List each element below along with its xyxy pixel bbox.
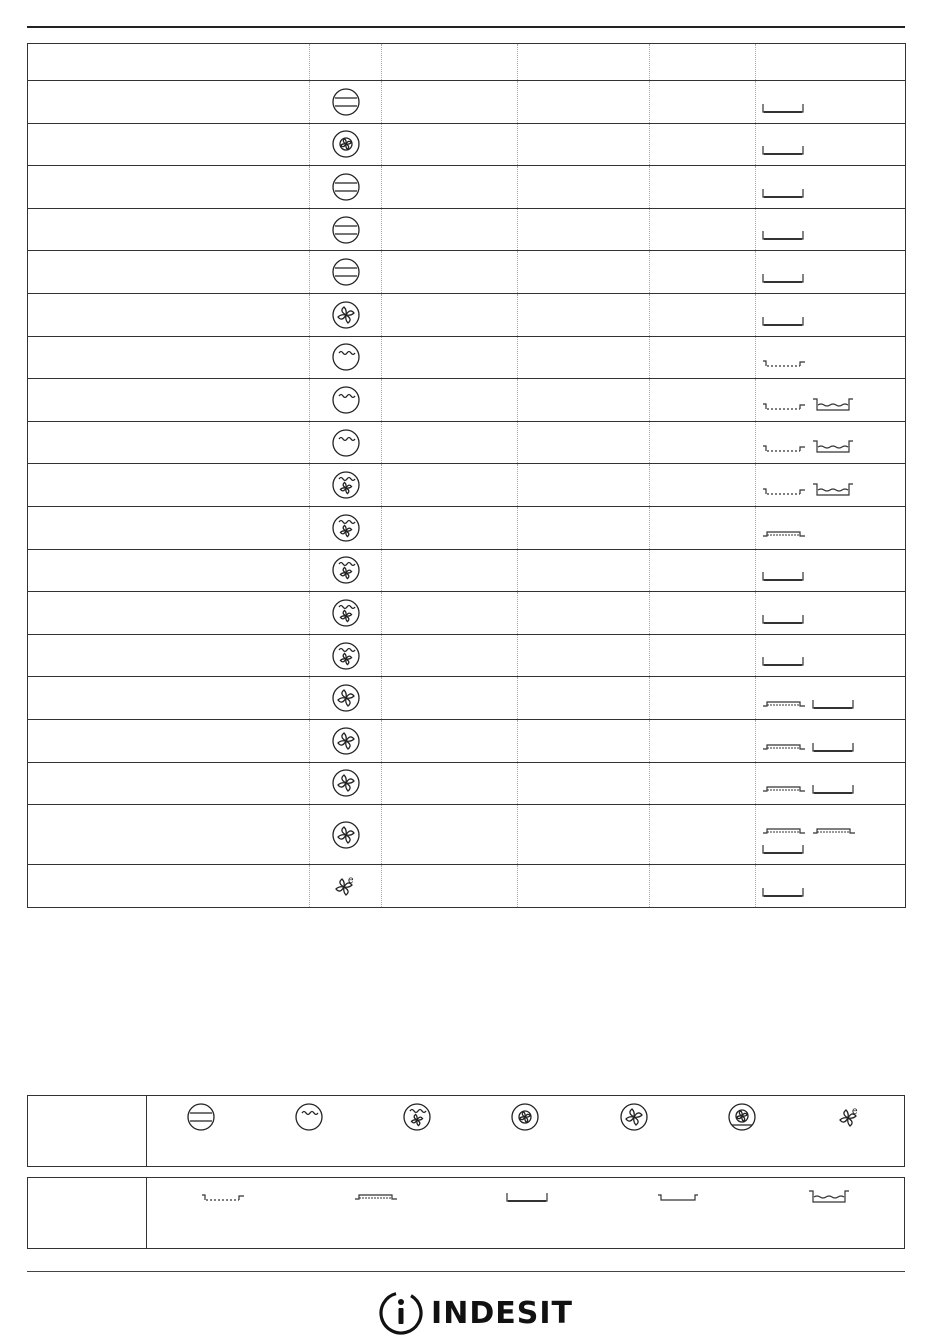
recipe-cell [28, 166, 310, 209]
wire-shelf-icon [762, 824, 806, 842]
duration-cell [650, 421, 756, 464]
accessories-cell [756, 549, 906, 592]
temperature-cell [518, 719, 650, 762]
function-cell [310, 805, 382, 865]
function-cell [310, 549, 382, 592]
temperature-cell [518, 805, 650, 865]
function-cell [310, 865, 382, 908]
recipe-cell [28, 805, 310, 865]
function-cell [310, 677, 382, 720]
function-cell [310, 208, 382, 251]
wire-shelf-icon [762, 782, 806, 800]
accessories-cell [756, 762, 906, 805]
recipe-cell [28, 123, 310, 166]
function-cell [310, 634, 382, 677]
tray-icon [762, 186, 804, 204]
legend-static-icon [186, 1102, 216, 1137]
fan-icon [310, 768, 381, 798]
tray-icon [762, 143, 804, 161]
temperature-cell [518, 166, 650, 209]
function-cell [310, 293, 382, 336]
temperature-cell [518, 81, 650, 124]
accessories-cell [756, 634, 906, 677]
static-icon [310, 87, 381, 117]
legend-tray-icon [506, 1190, 548, 1208]
table-row [28, 123, 906, 166]
table-row [28, 336, 906, 379]
table-row [28, 634, 906, 677]
preheat-cell [382, 208, 518, 251]
fan-icon [310, 300, 381, 330]
fan-icon [310, 820, 381, 850]
tray-icon [762, 314, 804, 332]
temperature-cell [518, 421, 650, 464]
brand-logo [0, 1288, 950, 1338]
accessory-legend [27, 1177, 905, 1249]
recipe-cell [28, 719, 310, 762]
duration-cell [650, 719, 756, 762]
accessories-cell [756, 293, 906, 336]
accessories-cell [756, 166, 906, 209]
drip-tray-icon [812, 483, 854, 502]
function-cell [310, 592, 382, 635]
accessories-cell [756, 336, 906, 379]
temperature-cell [518, 208, 650, 251]
table-row [28, 549, 906, 592]
wire-shelf-icon [812, 824, 856, 842]
accessories-cell [756, 123, 906, 166]
legend-eco-fan-icon [835, 1102, 865, 1137]
legend-grill-icon [294, 1102, 324, 1137]
temperature-cell [518, 379, 650, 422]
grill-icon [310, 342, 381, 372]
bottom-rule [27, 1271, 905, 1272]
temperature-cell [518, 336, 650, 379]
recipe-cell [28, 81, 310, 124]
legend-fan-disc-icon [727, 1102, 757, 1137]
legend-fan-grill-disc-icon [510, 1102, 540, 1137]
legend-drip-tray-icon [808, 1190, 850, 1209]
static-icon [310, 172, 381, 202]
wire-shelf-icon [762, 740, 806, 758]
recipe-cell [28, 634, 310, 677]
accessories-cell [756, 506, 906, 549]
recipe-cell [28, 592, 310, 635]
table-row [28, 677, 906, 720]
wire-shelf-icon [762, 697, 806, 715]
preheat-cell [382, 293, 518, 336]
temperature-cell [518, 865, 650, 908]
table-row [28, 464, 906, 507]
legend-wire-shelf-icon [354, 1190, 398, 1208]
tray-icon [762, 271, 804, 289]
accessories-cell [756, 464, 906, 507]
table-row [28, 379, 906, 422]
preheat-cell [382, 81, 518, 124]
duration-cell [650, 464, 756, 507]
grill-rack-icon [762, 441, 806, 459]
temperature-cell [518, 634, 650, 677]
accessory-legend-label [28, 1178, 147, 1248]
recipe-cell [28, 293, 310, 336]
accessories-cell [756, 208, 906, 251]
recipe-cell [28, 506, 310, 549]
function-cell [310, 251, 382, 294]
table-row [28, 719, 906, 762]
accessories-cell [756, 719, 906, 762]
grill-rack-icon [762, 356, 806, 374]
preheat-cell [382, 762, 518, 805]
duration-cell [650, 506, 756, 549]
accessories-cell [756, 677, 906, 720]
duration-cell [650, 81, 756, 124]
temperature-cell [518, 677, 650, 720]
preheat-cell [382, 677, 518, 720]
accessories-cell [756, 592, 906, 635]
duration-cell [650, 677, 756, 720]
duration-cell [650, 251, 756, 294]
accessories-cell [756, 81, 906, 124]
table-row [28, 805, 906, 865]
table-row [28, 166, 906, 209]
duration-cell [650, 123, 756, 166]
duration-cell [650, 592, 756, 635]
preheat-cell [382, 166, 518, 209]
fan-icon [310, 726, 381, 756]
fan-icon [310, 683, 381, 713]
static-icon [310, 257, 381, 287]
duration-cell [650, 805, 756, 865]
temperature-cell [518, 123, 650, 166]
preheat-cell [382, 592, 518, 635]
table-row [28, 592, 906, 635]
tray-icon [812, 697, 854, 715]
preheat-cell [382, 336, 518, 379]
duration-cell [650, 379, 756, 422]
preheat-cell [382, 421, 518, 464]
table-row [28, 506, 906, 549]
function-cell [310, 166, 382, 209]
turbo-grill-icon [310, 641, 381, 671]
drip-tray-icon [812, 440, 854, 459]
tray-icon [762, 654, 804, 672]
function-cell [310, 762, 382, 805]
temperature-cell [518, 592, 650, 635]
temperature-cell [518, 762, 650, 805]
svg-text:e: e [851, 1106, 858, 1117]
function-cell [310, 336, 382, 379]
temperature-cell [518, 549, 650, 592]
recipe-cell [28, 464, 310, 507]
legend-grill-rack-icon [201, 1190, 245, 1208]
table-row [28, 251, 906, 294]
duration-cell [650, 634, 756, 677]
preheat-cell [382, 251, 518, 294]
grill-rack-icon [762, 484, 806, 502]
temperature-cell [518, 464, 650, 507]
header-accessories [756, 44, 906, 81]
preheat-cell [382, 805, 518, 865]
accessories-cell [756, 865, 906, 908]
tray-icon [812, 782, 854, 800]
header-temperature [518, 44, 650, 81]
brand-name: INDESIT [431, 1295, 573, 1331]
function-cell [310, 421, 382, 464]
function-cell [310, 464, 382, 507]
preheat-cell [382, 865, 518, 908]
duration-cell [650, 166, 756, 209]
table-row [28, 865, 906, 908]
turbo-grill-icon [310, 598, 381, 628]
tray-icon [762, 569, 804, 587]
preheat-cell [382, 549, 518, 592]
legend-fan-icon [619, 1102, 649, 1137]
recipe-cell [28, 208, 310, 251]
grill-icon [310, 428, 381, 458]
recipe-cell [28, 677, 310, 720]
legend-turbo-grill-icon [402, 1102, 432, 1137]
recipe-cell [28, 865, 310, 908]
turbo-grill-icon [310, 513, 381, 543]
duration-cell [650, 865, 756, 908]
table-header-row [28, 44, 906, 81]
duration-cell [650, 336, 756, 379]
legend-baking-sheet-icon [657, 1190, 699, 1208]
function-cell [310, 506, 382, 549]
table-row [28, 81, 906, 124]
tray-icon [762, 228, 804, 246]
tray-icon [812, 740, 854, 758]
turbo-grill-icon [310, 470, 381, 500]
static-icon [310, 215, 381, 245]
recipe-cell [28, 336, 310, 379]
recipe-cell [28, 379, 310, 422]
duration-cell [650, 549, 756, 592]
table-row [28, 762, 906, 805]
top-rule [27, 26, 905, 28]
recipe-cell [28, 421, 310, 464]
accessories-cell [756, 379, 906, 422]
function-cell [310, 81, 382, 124]
function-cell [310, 719, 382, 762]
duration-cell [650, 762, 756, 805]
drip-tray-icon [812, 398, 854, 417]
header-duration [650, 44, 756, 81]
preheat-cell [382, 719, 518, 762]
preheat-cell [382, 464, 518, 507]
temperature-cell [518, 251, 650, 294]
tray-icon [762, 885, 804, 903]
recipe-cell [28, 251, 310, 294]
table-row [28, 293, 906, 336]
header-function [310, 44, 382, 81]
tray-icon [762, 612, 804, 630]
recipe-cell [28, 549, 310, 592]
header-preheat [382, 44, 518, 81]
indesit-logo-icon [377, 1289, 425, 1337]
duration-cell [650, 208, 756, 251]
function-legend-label [28, 1096, 147, 1166]
recipe-cell [28, 762, 310, 805]
accessories-cell [756, 805, 906, 865]
preheat-cell [382, 379, 518, 422]
grill-rack-icon [762, 399, 806, 417]
tray-icon [762, 101, 804, 119]
accessories-cell [756, 251, 906, 294]
preheat-cell [382, 634, 518, 677]
duration-cell [650, 293, 756, 336]
preheat-cell [382, 123, 518, 166]
accessories-cell [756, 421, 906, 464]
header-recipe [28, 44, 310, 81]
grill-icon [310, 385, 381, 415]
turbo-grill-icon [310, 555, 381, 585]
eco-fan-icon [310, 871, 381, 901]
temperature-cell [518, 506, 650, 549]
function-legend [27, 1095, 905, 1167]
svg-text:e: e [347, 874, 354, 886]
preheat-cell [382, 506, 518, 549]
temperature-cell [518, 293, 650, 336]
table-row [28, 208, 906, 251]
function-cell [310, 379, 382, 422]
wire-shelf-icon [762, 527, 806, 545]
table-row [28, 421, 906, 464]
cooking-table [27, 43, 906, 908]
tray-icon [762, 842, 804, 860]
function-cell [310, 123, 382, 166]
fan-grill-disc-icon [310, 129, 381, 159]
